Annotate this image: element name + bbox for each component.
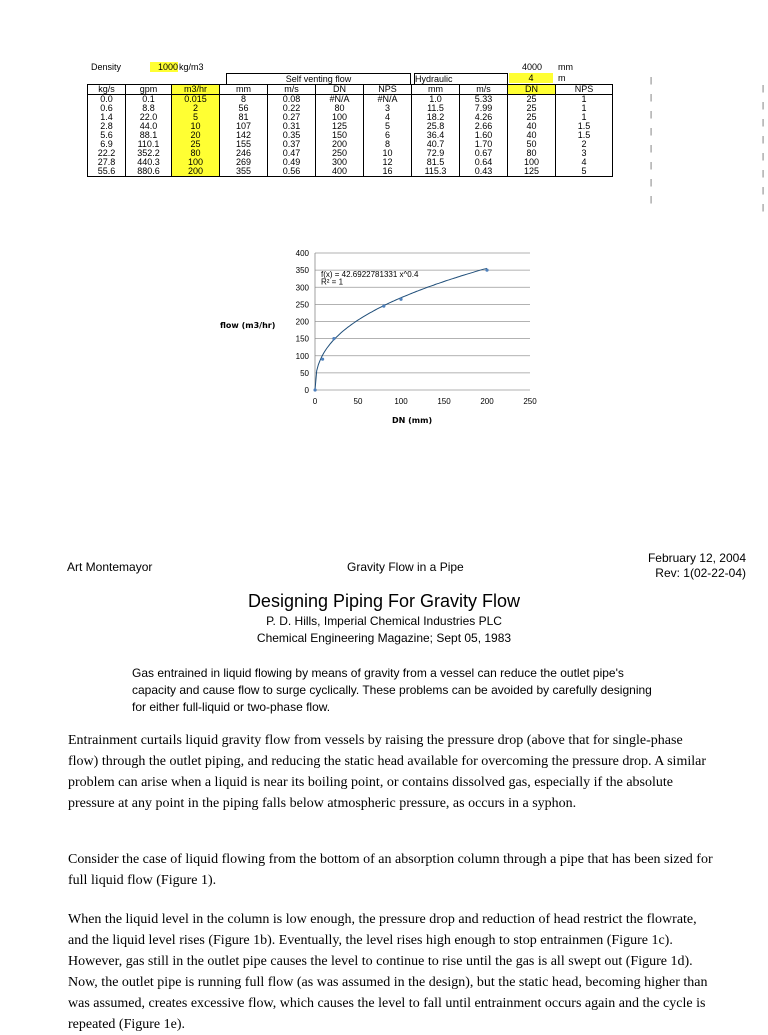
col-header: DN [316, 85, 364, 95]
table-cell: 1.5 [556, 122, 613, 131]
table-cell: 22.2 [88, 149, 126, 158]
table-cell: 100 [172, 158, 220, 167]
table-cell: 20 [172, 131, 220, 140]
col-header: m/s [460, 85, 508, 95]
table-cell: 80 [172, 149, 220, 158]
table-cell: 80 [508, 149, 556, 158]
article-abstract: Gas entrained in liquid flowing by means of gravity from a vessel can reduce the outlet pipe's capacity and cause flow to surge cyclically. These problems can be avoided by carefully designing for either full-liquid or two-phase flow. [132, 666, 652, 714]
table-cell: 36.4 [412, 131, 460, 140]
height-value: 4 [509, 73, 553, 83]
chart-trendline [315, 268, 487, 390]
table-cell: 25.8 [412, 122, 460, 131]
chart-y-tick-label: 50 [300, 368, 309, 378]
table-cell: 5.6 [88, 131, 126, 140]
density-value: 1000 [150, 62, 178, 72]
table-cell: 0.0 [88, 95, 126, 105]
chart-equation: f(x) = 42.6922781331 x^0.4 [321, 269, 419, 279]
table-cell: 2 [556, 140, 613, 149]
revision-label: Rev: 1(02-22-04) [655, 566, 746, 580]
table-cell: 1 [556, 104, 613, 113]
group-self-venting: Self venting flow [226, 73, 411, 84]
table-cell: 1.70 [460, 140, 508, 149]
document-topic: Gravity Flow in a Pipe [347, 560, 464, 574]
chart-y-tick-label: 250 [295, 300, 309, 310]
table-cell: 18.2 [412, 113, 460, 122]
table-cell: 2 [172, 104, 220, 113]
table-cell: 200 [172, 167, 220, 177]
table-cell: 8 [364, 140, 412, 149]
table-cell: 2.66 [460, 122, 508, 131]
table-cell: 27.8 [88, 158, 126, 167]
table-cell: 1.60 [460, 131, 508, 140]
table-cell: 50 [508, 140, 556, 149]
table-cell: 55.6 [88, 167, 126, 177]
chart-point [332, 337, 335, 340]
table-cell: 40.7 [412, 140, 460, 149]
chart-y-tick-label: 0 [304, 386, 309, 395]
table-cell: 200 [316, 140, 364, 149]
table-cell: #N/A [316, 95, 364, 105]
table-cell: 22.0 [126, 113, 172, 122]
length-unit: mm [558, 62, 573, 72]
chart-x-tick-label: 100 [394, 397, 408, 406]
chart-r-squared: R² = 1 [321, 277, 344, 287]
table-cell: 56 [220, 104, 268, 113]
article-authors: P. D. Hills, Imperial Chemical Industries PLC [266, 614, 502, 628]
table-cell: 25 [508, 113, 556, 122]
table-cell: 0.43 [460, 167, 508, 177]
table-cell: 25 [172, 140, 220, 149]
table-cell: 40 [508, 122, 556, 131]
flow-vs-dn-chart [210, 245, 560, 430]
document-date: February 12, 2004 [647, 551, 746, 565]
table-cell: 107 [220, 122, 268, 131]
table-cell: 0.22 [268, 104, 316, 113]
density-unit: kg/m3 [179, 62, 204, 72]
table-cell: 250 [316, 149, 364, 158]
table-cell: 6 [364, 131, 412, 140]
chart-y-axis-label: flow (m3/hr) [220, 321, 276, 330]
table-cell: 125 [508, 167, 556, 177]
chart-y-tick-label: 400 [295, 249, 309, 258]
table-cell: 81 [220, 113, 268, 122]
table-cell: 25 [508, 95, 556, 105]
table-cell: 1.0 [412, 95, 460, 105]
table-cell: 6.9 [88, 140, 126, 149]
table-cell: 115.3 [412, 167, 460, 177]
table-cell: 142 [220, 131, 268, 140]
sheet-edge-marks: | | | | | | | | [650, 76, 653, 204]
table-cell: 110.1 [126, 140, 172, 149]
table-cell: 0.015 [172, 95, 220, 105]
table-cell: 880.6 [126, 167, 172, 177]
length-value: 4000 [522, 62, 543, 72]
chart-point [313, 388, 316, 391]
table-cell: 81.5 [412, 158, 460, 167]
chart-point [399, 298, 402, 301]
table-cell: 0.6 [88, 104, 126, 113]
table-cell: 1.5 [556, 131, 613, 140]
col-header: DN [508, 85, 556, 95]
chart-y-tick-label: 300 [295, 283, 309, 293]
col-header: NPS [364, 85, 412, 95]
article-source: Chemical Engineering Magazine; Sept 05, 1983 [256, 631, 512, 645]
table-cell: 0.31 [268, 122, 316, 131]
table-cell: 88.1 [126, 131, 172, 140]
chart-y-tick-label: 200 [295, 317, 309, 327]
height-unit: m [558, 73, 566, 83]
col-header: m/s [268, 85, 316, 95]
table-cell: 8.8 [126, 104, 172, 113]
table-cell: 0.67 [460, 149, 508, 158]
table-cell: 25 [508, 104, 556, 113]
chart-x-axis-label: DN (mm) [392, 416, 433, 425]
table-cell: 0.27 [268, 113, 316, 122]
table-cell: 440.3 [126, 158, 172, 167]
table-cell: 1 [556, 113, 613, 122]
table-cell: 300 [316, 158, 364, 167]
col-header: mm [220, 85, 268, 95]
chart-x-tick-label: 250 [523, 397, 537, 406]
col-header: mm [412, 85, 460, 95]
table-cell: 5 [556, 167, 613, 177]
body-paragraph-2: Consider the case of liquid flowing from the bottom of an absorption column through a pipe that has been sized for full liquid flow (Figure 1). [68, 852, 713, 888]
table-cell: 352.2 [126, 149, 172, 158]
date-block [648, 551, 746, 581]
table-cell: 3 [364, 104, 412, 113]
table-cell: 8 [220, 95, 268, 105]
table-cell: 0.49 [268, 158, 316, 167]
spreadsheet-area [0, 0, 768, 230]
body-paragraph-1: Entrainment curtails liquid gravity flow from vessels by raising the pressure drop (above that for single-phase flow) through the outlet piping, and reducing the static head available for overcoming the pressure drop. A similar problem can arise when a liquid is near its boiling point, or contains dissolved gas, especially if the absolute pressure at any point in the piping falls below atmospheric pressure, as occurs in a syphon. [68, 733, 706, 811]
body-paragraph-3: When the liquid level in the column is low enough, the pressure drop and reduction of head restrict the flowrate, and the liquid level rises (Figure 1b). Eventually, the level rises high enough to stop entrainmen (Figure 1c). However, gas still in the outlet pipe causes the level to continue to rise until the gas is all swept out (Figure 1d). Now, the outlet pipe is running full flow (as was assumed in the design), but the static head, becoming higher than was assumed, creates excessive flow, which causes the level to fall until entrainment occurs again and the cycle is repeated (Figure 1e). [68, 912, 708, 1032]
table-cell: 150 [316, 131, 364, 140]
table-row [88, 167, 613, 177]
chart-point [485, 269, 488, 272]
table-cell: 5 [364, 122, 412, 131]
chart-svg [210, 245, 560, 430]
table-cell: 0.08 [268, 95, 316, 105]
table-cell: 16 [364, 167, 412, 177]
col-header: gpm [126, 85, 172, 95]
sheet-edge-marks-right: | | | | | | | | [762, 84, 765, 212]
table-cell: 7.99 [460, 104, 508, 113]
table-cell: 44.0 [126, 122, 172, 131]
chart-y-tick-label: 150 [295, 334, 309, 344]
table-cell: 0.35 [268, 131, 316, 140]
chart-x-tick-label: 150 [437, 397, 451, 406]
table-cell: 400 [316, 167, 364, 177]
table-cell: 11.5 [412, 104, 460, 113]
table-cell: 0.56 [268, 167, 316, 177]
col-header: kg/s [88, 85, 126, 95]
table-cell: 72.9 [412, 149, 460, 158]
table-cell: 155 [220, 140, 268, 149]
chart-point [382, 304, 385, 307]
article-title: Designing Piping For Gravity Flow [247, 591, 521, 611]
table-cell: 2.8 [88, 122, 126, 131]
col-header: NPS [556, 85, 613, 95]
table-header-row [88, 85, 613, 95]
table-cell: 12 [364, 158, 412, 167]
table-cell: 1 [556, 95, 613, 105]
chart-y-tick-label: 100 [295, 351, 309, 361]
col-header: m3/hr [172, 85, 220, 95]
table-cell: 5 [172, 113, 220, 122]
table-cell: 269 [220, 158, 268, 167]
density-label: Density [91, 62, 122, 72]
table-cell: 5.33 [460, 95, 508, 105]
table-cell: 80 [316, 104, 364, 113]
table-cell: 0.1 [126, 95, 172, 105]
table-cell: 0.37 [268, 140, 316, 149]
table-cell: 40 [508, 131, 556, 140]
table-cell: 246 [220, 149, 268, 158]
group-hydraulic: Hydraulic [414, 73, 508, 84]
table-cell: 0.64 [460, 158, 508, 167]
chart-point [321, 358, 324, 361]
table-cell: 125 [316, 122, 364, 131]
table-cell: 1.4 [88, 113, 126, 122]
table-cell: #N/A [364, 95, 412, 105]
table-cell: 10 [364, 149, 412, 158]
author-name: Art Montemayor [67, 560, 153, 574]
table-cell: 3 [556, 149, 613, 158]
table-cell: 4 [364, 113, 412, 122]
chart-x-tick-label: 0 [312, 397, 318, 406]
table-cell: 4.26 [460, 113, 508, 122]
table-cell: 100 [316, 113, 364, 122]
chart-x-tick-label: 50 [353, 397, 363, 406]
table-cell: 4 [556, 158, 613, 167]
table-cell: 355 [220, 167, 268, 177]
table-cell: 0.47 [268, 149, 316, 158]
chart-y-tick-label: 350 [295, 266, 309, 276]
flow-table [87, 84, 613, 177]
table-cell: 100 [508, 158, 556, 167]
table-cell: 10 [172, 122, 220, 131]
chart-x-tick-label: 200 [480, 397, 494, 406]
